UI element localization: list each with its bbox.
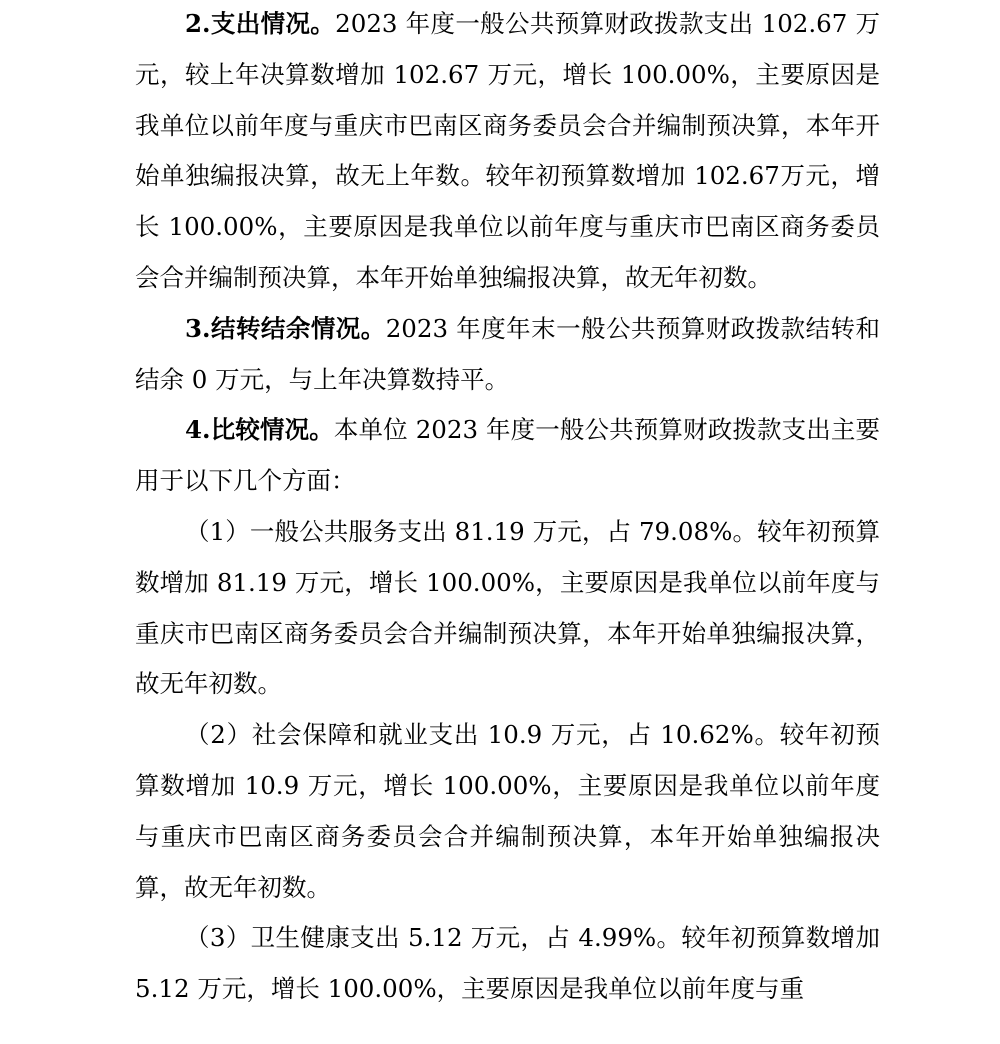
paragraph-item-general-public-services <box>135 507 880 710</box>
paragraph-text: （3）卫生健康支出 5.12 万元，占 4.99%。较年初预算数增加 5.12 万元，增长 100.00%，主要原因是我单位以前年度与重 <box>135 923 880 1004</box>
paragraph-item-social-security <box>135 710 880 913</box>
paragraph-heading: 4.比较情况。 <box>185 415 334 445</box>
paragraph-text: 本单位 2023 年度一般公共预算财政拨款支出主要用于以下几个方面： <box>135 415 880 496</box>
paragraph-text: 2023 年度年末一般公共预算财政拨款结转和结余 0 万元，与上年决算数持平。 <box>135 313 880 394</box>
paragraph-expenditure <box>135 0 880 304</box>
paragraph-text: （2）社会保障和就业支出 10.9 万元，占 10.62%。较年初预算数增加 10.9 万元，增长 100.00%，主要原因是我单位以前年度与重庆市巴南区商务委员会合并编制预决算，本年开始单独编报决算，故无年初数。 <box>135 720 880 902</box>
paragraph-heading: 3.结转结余情况。 <box>185 313 386 343</box>
paragraph-text: （1）一般公共服务支出 81.19 万元，占 79.08%。较年初预算数增加 81.19 万元，增长 100.00%，主要原因是我单位以前年度与重庆市巴南区商务委员会合并编制预决算，本年开始单独编报决算，故无年初数。 <box>135 516 880 699</box>
paragraph-comparison <box>135 405 880 507</box>
paragraph-heading: 2.支出情况。 <box>185 9 336 38</box>
paragraph-carryover <box>135 304 880 406</box>
paragraph-item-health <box>135 913 880 1015</box>
paragraph-text: 2023 年度一般公共预算财政拨款支出 102.67 万元，较上年决算数增加 102.67 万元，增长 100.00%，主要原因是我单位以前年度与重庆市巴南区商务委员会合并编制预决算，本年开始单独编报决算，故无上年数。较年初预算数增加 102.67万元，增长 100.00%，主要原因是我单位以前年度与重庆市巴南区商务委员会合并编制预决算，本年开始单独编报决算，故无年初数。 <box>135 9 880 292</box>
document-body <box>135 0 880 1015</box>
